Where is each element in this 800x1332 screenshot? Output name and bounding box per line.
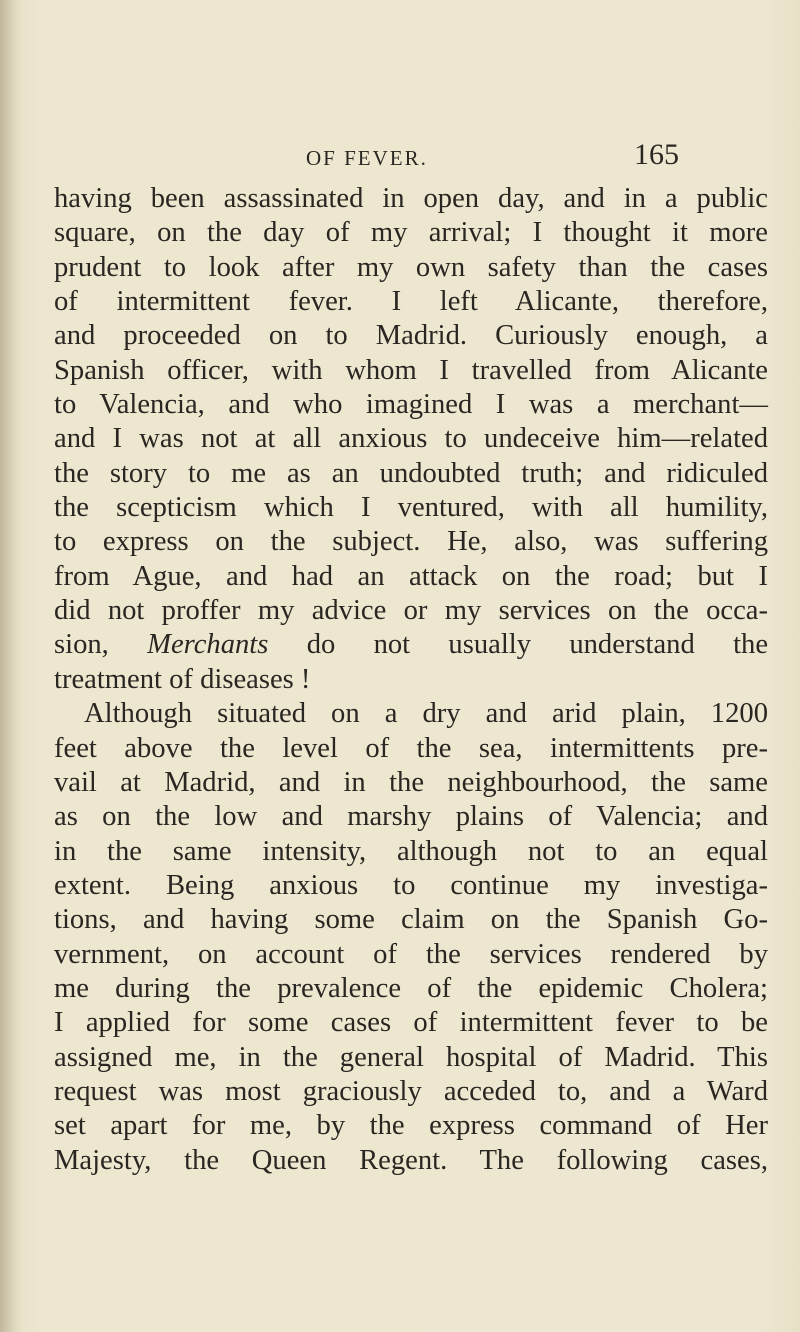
text-line: feet above the level of the sea, intermittents pre- — [54, 732, 768, 764]
text-line: prudent to look after my own safety than the cases — [54, 251, 768, 283]
line-start: sion, — [54, 629, 109, 661]
text-line: and I was not at all anxious to undeceive him—related — [54, 423, 768, 455]
text-line: as on the low and marshy plains of Valencia; and — [54, 801, 768, 833]
paragraph-2 — [54, 697, 768, 1178]
text-line: having been assassinated in open day, and in a public — [54, 183, 768, 214]
text-line: assigned me, in the general hospital of Madrid. This — [54, 1041, 768, 1073]
text-line: me during the prevalence of the epidemic Cholera; — [54, 972, 768, 1004]
running-head — [306, 136, 686, 176]
text-line: in the same intensity, although not to an equal — [54, 835, 768, 867]
text-line: request was most graciously acceded to, and a Ward — [54, 1075, 768, 1107]
text-line: to express on the subject. He, also, was suffering — [54, 526, 768, 558]
text-line: set apart for me, by the express command of Her — [54, 1110, 768, 1142]
text-line: treatment of diseases ! — [54, 663, 311, 695]
text-line: vernment, on account of the services rendered by — [54, 938, 768, 970]
italic-word: Merchants — [147, 629, 269, 661]
paragraph-1 — [54, 182, 768, 697]
text-line: square, on the day of my arrival; I thought it more — [54, 217, 768, 249]
text-line: to Valencia, and who imagined I was a merchant— — [54, 389, 768, 421]
text-line: from Ague, and had an attack on the road; but I — [54, 560, 768, 592]
text-line: Although situated on a dry and arid plain, 1200 — [84, 698, 768, 730]
text-line: extent. Being anxious to continue my investiga- — [54, 869, 768, 901]
text-line-with-italic — [54, 628, 768, 662]
text-line: tions, and having some claim on the Spanish Go- — [54, 904, 768, 936]
page-number: 165 — [634, 138, 679, 171]
text-line: and proceeded on to Madrid. Curiously enough, a — [54, 320, 768, 352]
text-line: Majesty, the Queen Regent. The following cases, — [54, 1144, 768, 1176]
page-gutter-shadow — [0, 0, 22, 1332]
text-line: I applied for some cases of intermittent fever to be — [54, 1007, 768, 1039]
text-line: Spanish officer, with whom I travelled from Alicante — [54, 354, 768, 386]
text-line: the scepticism which I ventured, with all humility, — [54, 492, 768, 524]
body-text — [54, 182, 768, 1178]
running-head-title: OF FEVER. — [306, 146, 428, 170]
line-end: do not usually understand the — [306, 629, 769, 661]
text-line: vail at Madrid, and in the neighbourhood, the same — [54, 766, 768, 798]
text-line: the story to me as an undoubted truth; and ridiculed — [54, 457, 768, 489]
text-line: did not proffer my advice or my services on the occa- — [54, 595, 768, 627]
text-line: of intermittent fever. I left Alicante, therefore, — [54, 286, 768, 318]
